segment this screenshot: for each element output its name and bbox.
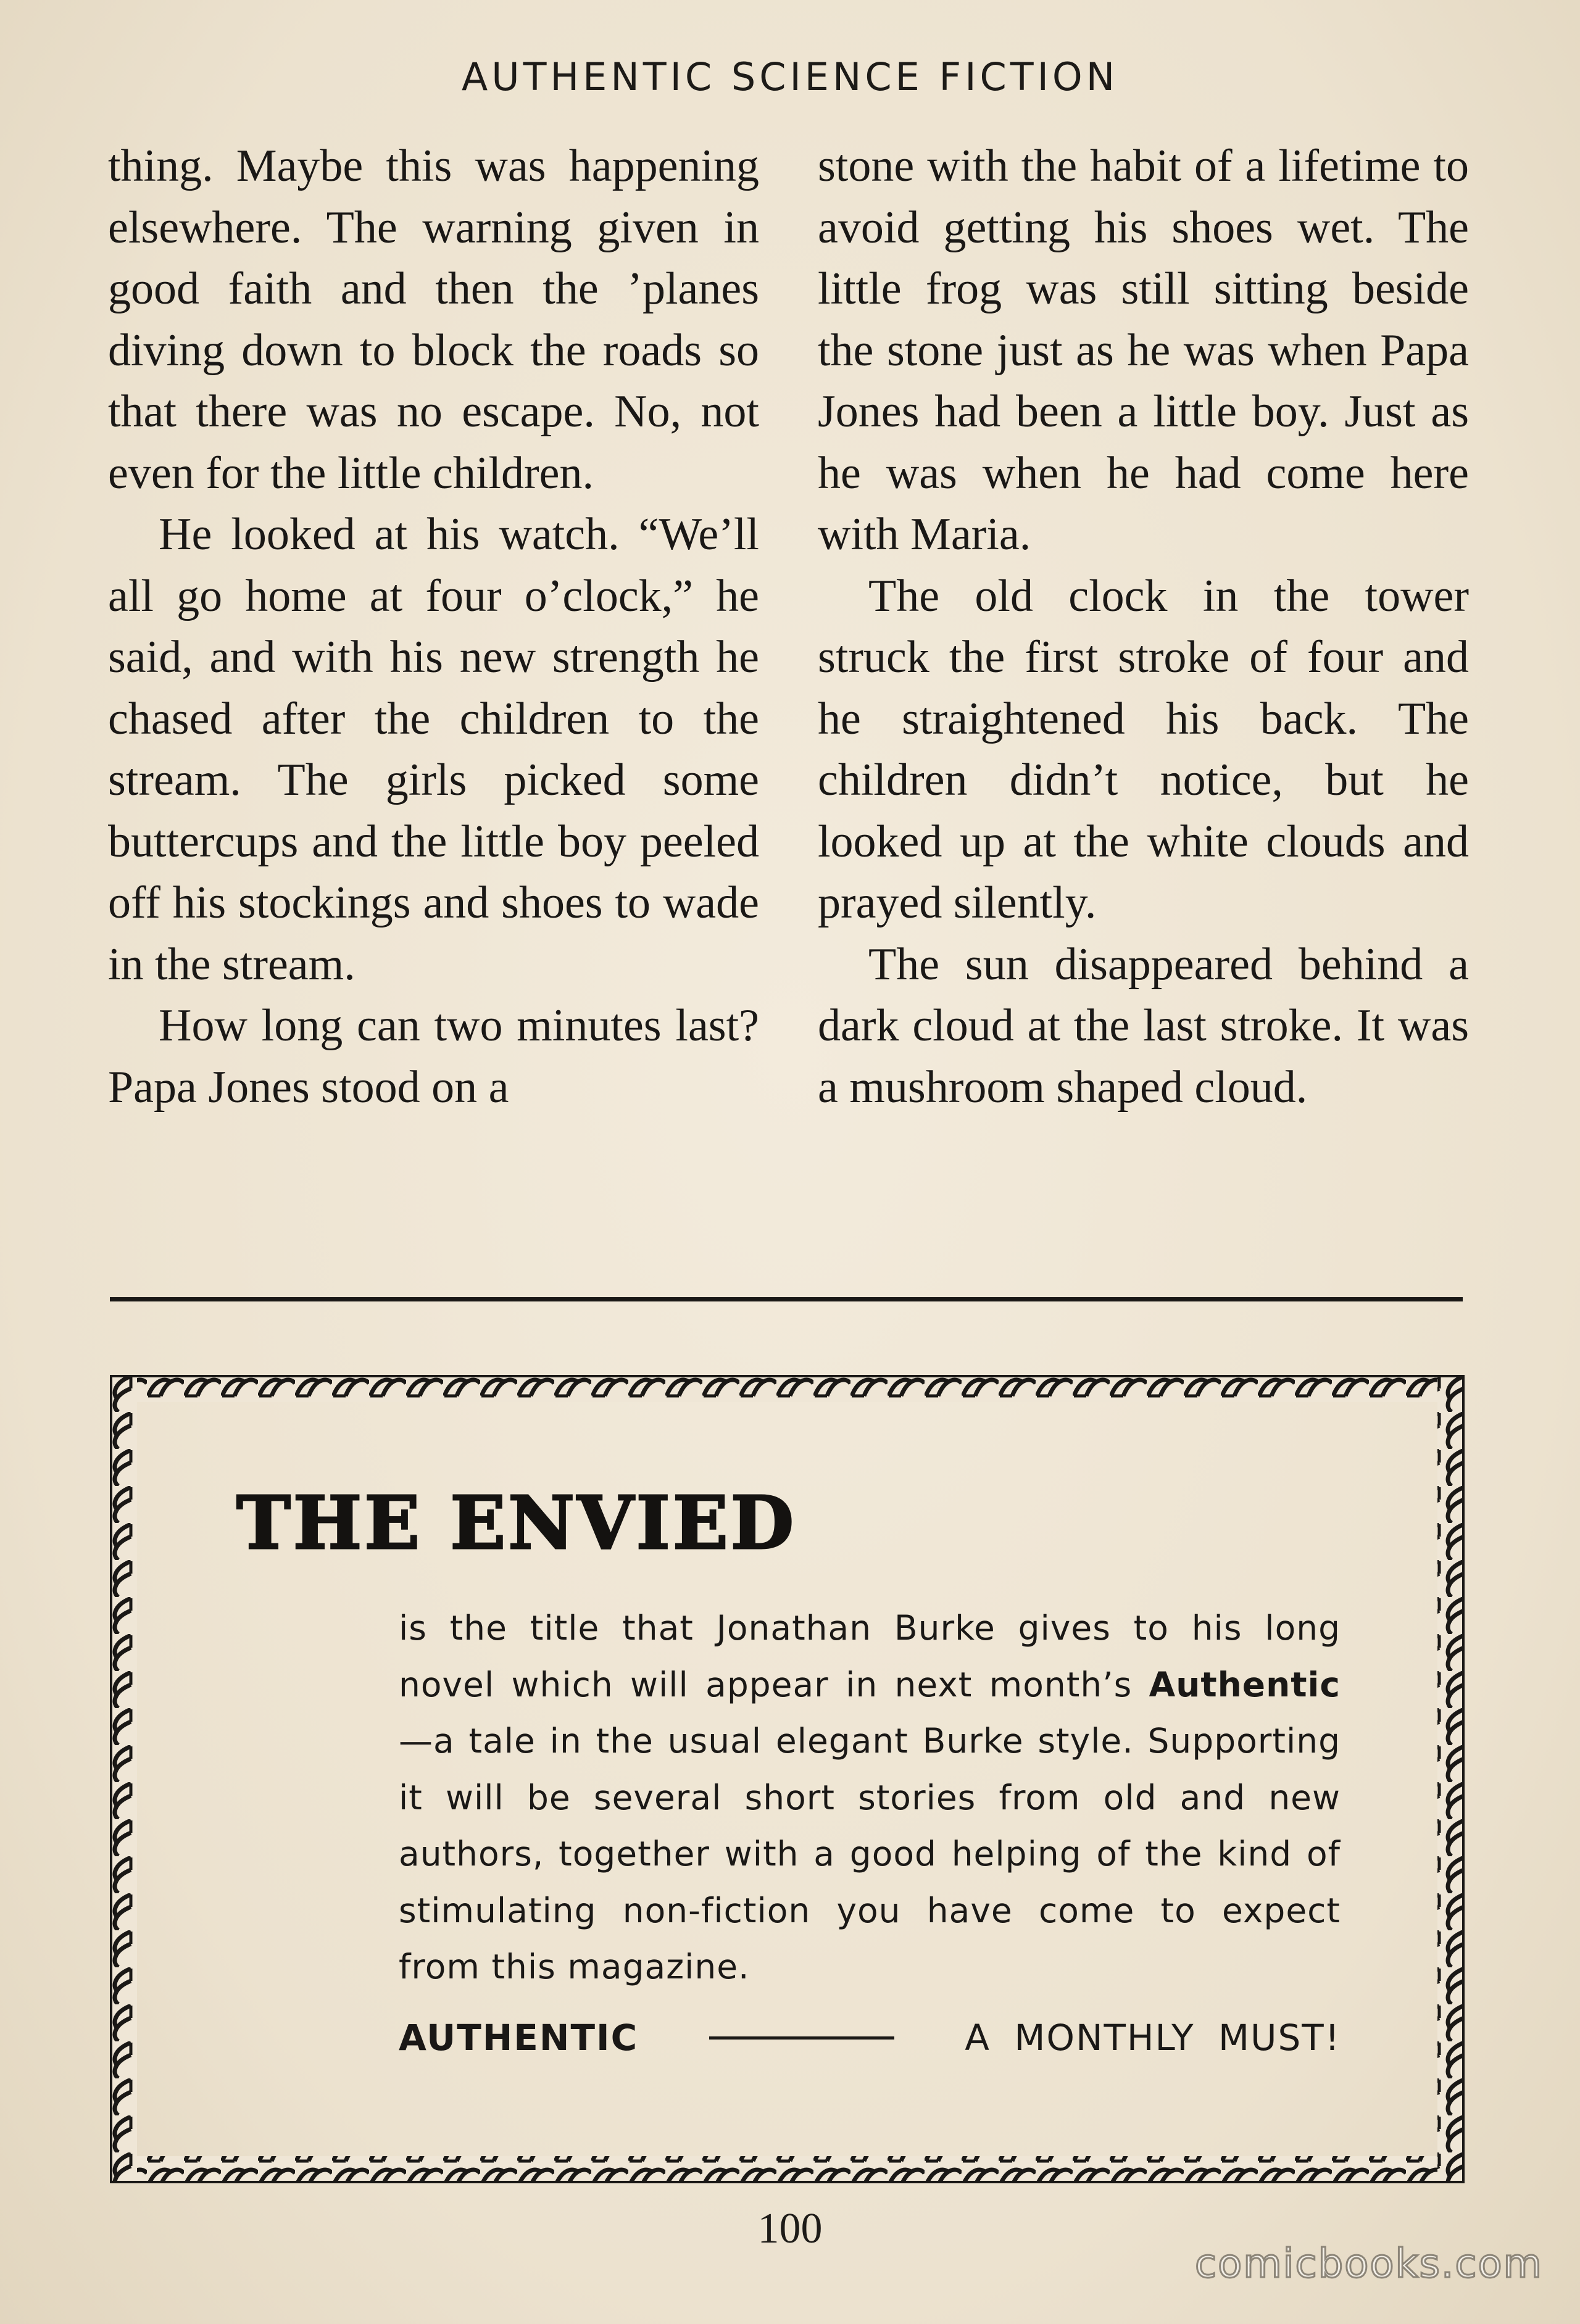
advert-box bbox=[110, 1375, 1465, 2183]
paragraph: The old clock in the tower struck the first stroke of four and he straightened his back. The children didn’t notice, but he looked up at the white clouds and prayed silently. bbox=[818, 570, 1469, 928]
advert-body-emphasis: Authentic bbox=[1149, 1664, 1341, 1704]
page-number: 100 bbox=[757, 2205, 823, 2252]
story-column-left bbox=[108, 136, 759, 1247]
watermark-logo: comicbooks.com bbox=[1194, 2241, 1543, 2287]
advert-title: THE ENVIED bbox=[236, 1480, 797, 1566]
running-title: AUTHENTIC SCIENCE FICTION bbox=[461, 54, 1119, 99]
paragraph: How long can two minutes last? Papa Jones stood on a bbox=[108, 1000, 759, 1113]
section-divider bbox=[110, 1297, 1463, 1301]
advert-slogan bbox=[399, 2017, 1341, 2059]
slogan-brand: AUTHENTIC bbox=[399, 2017, 639, 2059]
story-text bbox=[108, 136, 1469, 1247]
advert-body bbox=[399, 1600, 1341, 1996]
paragraph: thing. Maybe this was happening elsewhere. The warning given in good faith and then the ’planes diving down to block the roads so that there was no escape. No, not even for the little children. bbox=[108, 141, 759, 499]
advert-body-text: is the title that Jonathan Burke gives to his long novel which will appear in next month’s bbox=[399, 1608, 1341, 1704]
advert-body-text: —a tale in the usual elegant Burke style. Supporting it will be several short stories from old and new authors, together with a good helping of the kind of stimulating non-fiction you have come to expect from this magazine. bbox=[399, 1721, 1341, 1986]
paragraph: stone with the habit of a lifetime to avoid getting his shoes wet. The little frog was still sitting beside the stone just as he was when Papa Jones had been a little boy. Just as he was when he had come here with Maria. bbox=[818, 141, 1469, 560]
paragraph: He looked at his watch. “We’ll all go home at four o’clock,” he said, and with his new strength he chased after the children to the stream. The girls picked some buttercups and the little boy peeled off his stockings and shoes to wade in the stream. bbox=[108, 509, 759, 990]
slogan-tagline: A MONTHLY MUST! bbox=[965, 2017, 1341, 2059]
paragraph: The sun disappeared behind a dark cloud at the last stroke. It was a mushroom shaped cloud. bbox=[818, 939, 1469, 1113]
story-column-right bbox=[818, 136, 1469, 1247]
slogan-dash bbox=[709, 2036, 894, 2040]
